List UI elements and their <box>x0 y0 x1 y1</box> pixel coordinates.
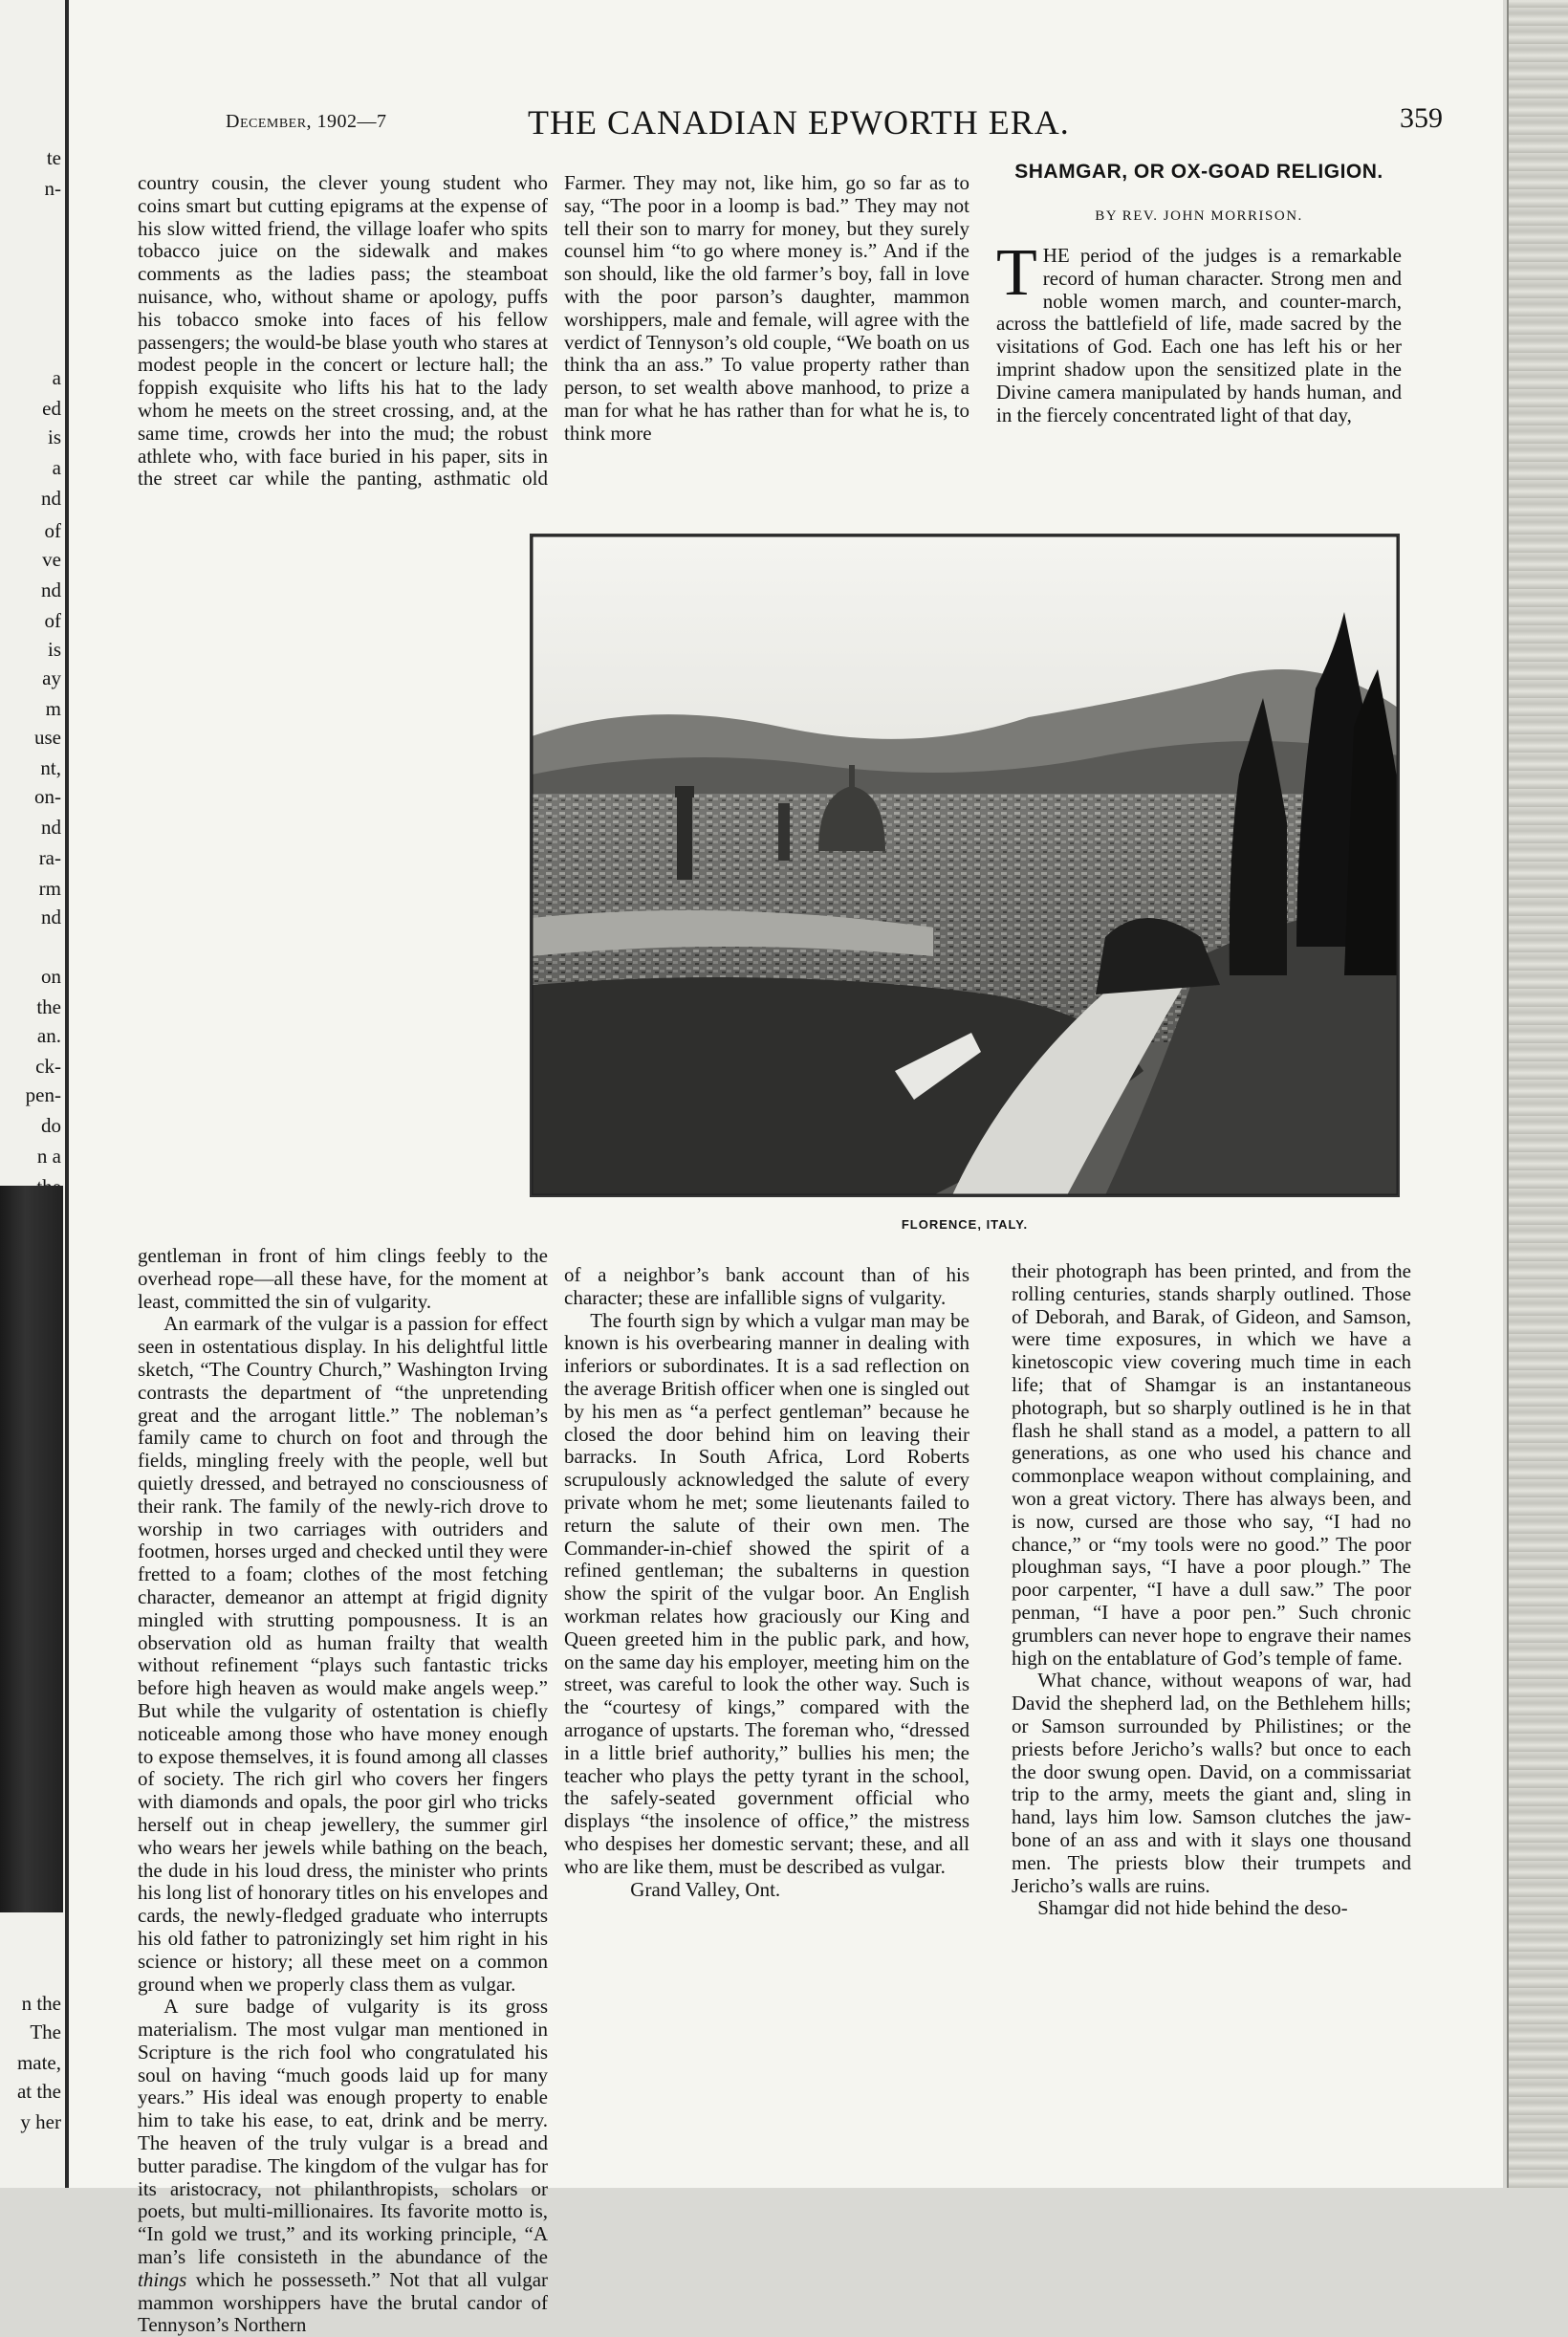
previous-page-word: The <box>30 2020 61 2043</box>
paragraph: their photograph has been printed, and from the rolling centuries, stands sharply outlined. Those of Deborah, and Barak, of Gideon, and Samson, were time exposures, in which we have a kinetoscopic view covering much time in each life; that of Shamgar is an instantaneous photograph, but so sharply outlined is he in that flash he shall stand as a model, a pattern to all generations, as one who used his chance and commonplace weapon without complaining, and won a great victory. There has always been, and is now, cursed are those who say, “I had no chance,” or “my tools were no good.” The poor ploughman says, “I have a poor plough.” The poor carpenter, “I have a dull saw.” The poor penman, “I have a poor pen.” Such chronic grumblers can never hope to engrave their names high on the entablature of God’s temple of fame. <box>1012 1259 1411 1670</box>
previous-page-word: n the <box>21 1992 61 2015</box>
left-column <box>138 172 548 2337</box>
previous-page-word: a <box>52 456 61 479</box>
photo-caption: FLORENCE, ITALY. <box>901 1217 1029 1232</box>
article-intro: THE period of the judges is a remarkable record of human character. Strong men and noble women march, and counter-march, across the battlefield of life, made sacred by the visitations of God. Each one has left his or her imprint shadow upon the sensitized plate in the Divine camera manipulated by hands human, and in the fiercely concentrated light of that day, <box>996 236 1402 426</box>
previous-page-word: the <box>36 995 61 1018</box>
paragraph: An earmark of the vulgar is a passion for effect seen in ostentatious display. In his delightful little sketch, “The Country Church,” Washington Irving contrasts the department of “the unpretending great and the arrogant little.” The nobleman’s family came to church on foot and through the fields, mingling freely with the people, well but quietly dressed, and betrayed no consciousness of their rank. The family of the newly-rich drove to worship in two carriages with outriders and footmen, horses urged and checked until they were fretted to a foam; clothes of the most fetching character, demeanor an attempt at frigid dignity mingled with strutting pompousness. It is an observation old as human frailty that wealth without refinement “plays such fantastic tricks before high heaven as would make angels weep.” But while the vulgarity of ostentation is chiefly noticeable among those who have money enough to expose themselves, it is found among all classes of society. The rich girl who covers her fingers with diamonds and opals, the poor girl who tricks herself out in cheap jewellery, the summer girl who wears her jewels while bathing on the beach, the dude in his loud dress, the minister who prints his long list of honorary titles on his envelopes and cards, the newly-fledged graduate who interrupts his old father to patronizingly set him right in his science or history; all these meet on a common ground when we properly class them as vulgar. <box>138 1312 548 1996</box>
middle-column-bottom <box>564 1264 969 1901</box>
paragraph: country cousin, the clever young student who coins smart but cutting epigrams at the expense of his slow witted friend, the village loafer who spits tobacco juice on the sidewalk and makes comments as the ladies pass; the steamboat nuisance, who, without shame or apology, puffs his tobacco smoke into faces of his fellow passengers; the would-be blase youth who stares at modest people in the concert or lecture hall; the foppish exquisite who lifts his hat to the lady whom he meets on the street crossing, and, at the same time, crowds her into the mud; the robust athlete who, with face buried in his paper, sits in the street car while the panting, asthmatic old gentleman in front of him clings feebly to the overhead rope—all these have, for the moment at least, committed the sin of vulgarity. <box>138 171 548 1313</box>
previous-page-edge <box>0 0 69 2188</box>
previous-page-word: of <box>44 609 61 632</box>
previous-page-word: nd <box>41 816 61 839</box>
previous-page-word: is <box>47 638 61 661</box>
paragraph: What chance, without weapons of war, had David the shepherd lad, on the Bethlehem hills; or Samson surrounded by Philistines; or the priests before Jericho’s walls? but once to each the door swung open. David, on a commissariat trip to the army, meets the giant and, sling in hand, lays him low. Samson clutches the jaw-bone of an ass and with it slays one thousand men. The priests blow their trumpets and Jericho’s walls are ruins. <box>1012 1669 1411 1897</box>
previous-page-word: of <box>44 519 61 542</box>
previous-page-word: ay <box>42 666 61 689</box>
previous-page-word: nd <box>41 906 61 928</box>
drop-cap: T <box>996 236 1037 310</box>
previous-page-word: nd <box>41 579 61 601</box>
previous-page-word: an. <box>36 1024 61 1047</box>
article-signoff: Grand Valley, Ont. <box>630 1877 781 1901</box>
paragraph: A sure badge of vulgarity is its gross materialism. The most vulgar man mentioned in Scripture is the rich fool who congratulated his soul on having “much goods laid up for many years.” His ideal was enough property to enable him to take his ease, to eat, drink and be merry. The heaven of the truly vulgar is a bread and butter paradise. The kingdom of the vulgar has for its aristocracy, not philanthropists, scholars or poets, but multi-millionaires. Its favorite motto is, “In gold we trust,” and its working principle, “A man’s life consisteth in the abundance of the things which he possesseth.” Not that all vulgar mammon worshippers have the brutal candor of Tennyson’s Northern <box>138 1995 549 2337</box>
previous-page-word: rm <box>38 877 61 900</box>
italic-word: things <box>138 2267 187 2291</box>
florence-photograph <box>530 534 1400 1197</box>
paragraph: Farmer. They may not, like him, go so far as to say, “The poor in a loomp is bad.” They may not tell their son to marry for money, but they surely counsel him “to go where money is.” And if the son should, like the old farmer’s boy, fall in love with the poor parson’s daughter, mammon worshippers, male and female, will agree with the verdict of Tennyson’s old couple, “We boath on us think tha an ass.” To value property rather than person, to set wealth above manhood, to prize a man for what he has rather than for what he is, to think more <box>564 171 969 445</box>
previous-page-word: a <box>52 366 61 389</box>
issue-date: December, 1902—7 <box>226 111 387 132</box>
previous-page-word: ve <box>42 548 61 571</box>
previous-page-word: te <box>46 146 61 169</box>
previous-page-word: nt, <box>40 756 61 779</box>
previous-page-word: y her <box>20 2110 61 2133</box>
previous-page-word: n a <box>36 1145 61 1168</box>
previous-page-word: pen- <box>25 1083 61 1106</box>
previous-page-word: at the <box>16 2080 61 2103</box>
article-title: SHAMGAR, OR OX-GOAD RELIGION. <box>1014 161 1383 183</box>
previous-page-word: do <box>41 1114 61 1137</box>
paragraph: Shamgar did not hide behind the deso- <box>1037 1896 1348 1920</box>
previous-page-word: mate, <box>16 2051 61 2074</box>
book-spine <box>1507 0 1568 2188</box>
middle-column-top <box>564 172 969 446</box>
previous-page-word: on <box>41 965 61 988</box>
article-byline: BY REV. JOHN MORRISON. <box>1095 208 1303 224</box>
paragraph: The fourth sign by which a vulgar man may be known is his overbearing manner in dealing with inferiors or subordinates. It is a sad reflection on the average British officer when one is singled out by his men as “a perfect gentleman” because he closed the door behind him on leaving their barracks. In South Africa, Lord Roberts scrupulously acknowledged the salute of every private whom he met; some lieutenants failed to return the salute of their own men. The Commander-in-chief showed the spirit of a refined gentleman; the subalterns in question show the spirit of the vulgar boor. An English workman relates how graciously our King and Queen greeted him in the public park, and how, on the same day his employer, meeting him on the street, was careful to look the other way. Such is the “courtesy of kings,” compared with the arrogance of upstarts. The foreman who, “dressed in a little brief authority,” bullies his men; the teacher who plays the petty tyrant in the school, the safely-seated government official who displays “the insolence of office,” the mistress who despises her domestic servant; these, and all who are like them, must be described as vulgar. <box>564 1308 969 1878</box>
previous-page-word: n- <box>44 177 61 200</box>
previous-page-word: ra- <box>38 846 61 869</box>
previous-page-word: ed <box>42 397 61 420</box>
previous-page-word: nd <box>41 487 61 510</box>
paragraph: of a neighbor’s bank account than of his character; these are infallible signs of vulgarity. <box>564 1263 969 1309</box>
right-column-top <box>996 236 1402 426</box>
right-column-bottom <box>1012 1260 1411 1920</box>
previous-page-word: is <box>47 426 61 448</box>
previous-page-word: on- <box>34 785 61 808</box>
page-number: 359 <box>1400 102 1443 134</box>
previous-page-photo-fragment <box>0 1186 63 1912</box>
publication-title: THE CANADIAN EPWORTH ERA. <box>528 103 1070 142</box>
previous-page-word: ck- <box>35 1055 61 1078</box>
previous-page-word: m <box>45 697 61 720</box>
previous-page-word: use <box>34 726 61 749</box>
